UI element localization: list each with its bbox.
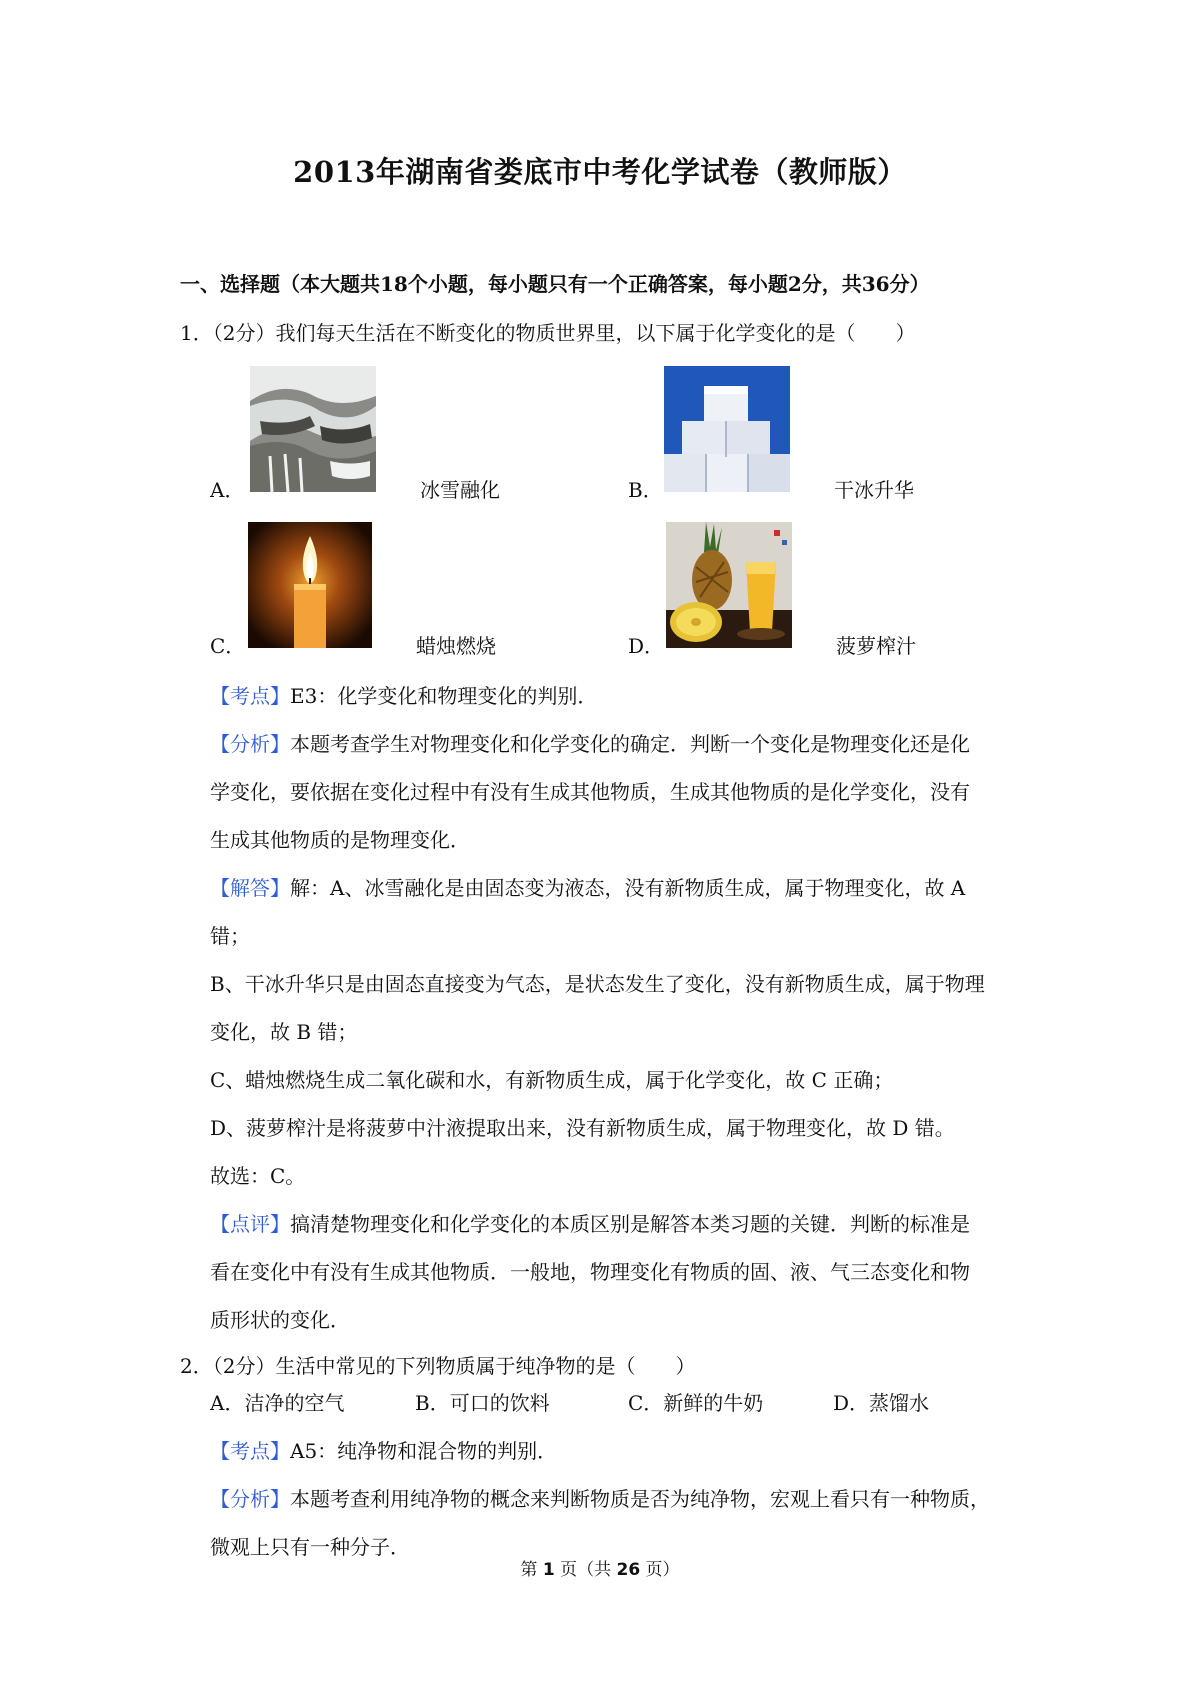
kaodian-text: E3：化学变化和物理变化的判别． bbox=[290, 684, 598, 708]
q2-option-c: C．新鲜的牛奶 bbox=[628, 1391, 764, 1415]
pineapple-juice-photo bbox=[666, 522, 792, 648]
q2-fenxi-tag: 【分析】 bbox=[210, 1487, 290, 1511]
q2-fenxi-line-1 bbox=[210, 1483, 990, 1512]
fenxi-line-2: 学变化，要依据在变化过程中有没有生成其他物质，生成其他物质的是化学变化，没有 bbox=[210, 780, 970, 804]
footer-middle: 页（共 bbox=[554, 1560, 617, 1580]
fenxi-tag: 【分析】 bbox=[210, 732, 290, 756]
option-d-text: 菠萝榨汁 bbox=[836, 634, 916, 658]
jieda-tag: 【解答】 bbox=[210, 876, 290, 900]
dry-ice-photo bbox=[664, 366, 790, 492]
q2-option-d: D．蒸馏水 bbox=[833, 1391, 930, 1415]
fenxi-line-1 bbox=[210, 728, 970, 757]
q2-fenxi-text-1: 本题考查利用纯净物的概念来判断物质是否为纯净物，宏观上看只有一种物质， bbox=[290, 1487, 990, 1511]
option-b-text: 干冰升华 bbox=[834, 478, 914, 502]
footer-total-pages: 26 bbox=[616, 1560, 641, 1580]
jieda-line-4: 变化，故 B 错； bbox=[210, 1020, 358, 1044]
kaodian-line bbox=[210, 680, 597, 709]
jieda-line-1 bbox=[210, 872, 965, 901]
question-1-stem: 1．（2分）我们每天生活在不断变化的物质世界里，以下属于化学变化的是（ ） bbox=[180, 321, 916, 345]
q2-kaodian-text: A5：纯净物和混合物的判别． bbox=[290, 1439, 558, 1463]
fenxi-text-1: 本题考查学生对物理变化和化学变化的确定．判断一个变化是物理变化还是化 bbox=[290, 732, 970, 756]
dianping-tag: 【点评】 bbox=[210, 1212, 290, 1236]
question-2-options bbox=[210, 1387, 929, 1416]
footer-page-number: 1 bbox=[542, 1560, 555, 1580]
dianping-line-1 bbox=[210, 1208, 970, 1237]
jieda-text-1: 解：A、冰雪融化是由固态变为液态，没有新物质生成，属于物理变化，故 A bbox=[290, 876, 966, 900]
q2-option-b: B．可口的饮料 bbox=[415, 1391, 550, 1415]
section-heading: 一、选择题（本大题共18个小题，每小题只有一个正确答案，每小题2分，共36分） bbox=[180, 272, 930, 296]
jieda-line-2: 错； bbox=[210, 924, 250, 948]
option-c-text: 蜡烛燃烧 bbox=[416, 634, 496, 658]
option-d-letter: D． bbox=[628, 634, 665, 658]
page-title: 2013年湖南省娄底市中考化学试卷（教师版） bbox=[293, 155, 907, 189]
dianping-line-2: 看在变化中有没有生成其他物质．一般地，物理变化有物质的固、液、气三态变化和物 bbox=[210, 1260, 970, 1284]
dianping-text-1: 搞清楚物理变化和化学变化的本质区别是解答本类习题的关键．判断的标准是 bbox=[290, 1212, 970, 1236]
footer-prefix: 第 bbox=[520, 1560, 543, 1580]
option-a-text: 冰雪融化 bbox=[420, 478, 500, 502]
q2-kaodian-line bbox=[210, 1435, 557, 1464]
jieda-line-5: C、蜡烛燃烧生成二氧化碳和水，有新物质生成，属于化学变化，故 C 正确； bbox=[210, 1068, 894, 1092]
option-b-letter: B． bbox=[628, 478, 663, 502]
footer-suffix: 页） bbox=[640, 1560, 680, 1580]
candle-photo bbox=[248, 522, 372, 648]
q2-kaodian-tag: 【考点】 bbox=[210, 1439, 290, 1463]
jieda-line-6: D、菠萝榨汁是将菠萝中汁液提取出来，没有新物质生成，属于物理变化，故 D 错。 bbox=[210, 1116, 955, 1140]
jieda-line-3: B、干冰升华只是由固态直接变为气态，是状态发生了变化，没有新物质生成，属于物理 bbox=[210, 972, 985, 996]
q2-fenxi-line-2: 微观上只有一种分子． bbox=[210, 1535, 410, 1559]
jieda-line-7: 故选：C。 bbox=[210, 1164, 306, 1188]
fenxi-line-3: 生成其他物质的是物理变化． bbox=[210, 828, 470, 852]
q2-option-a: A．洁净的空气 bbox=[210, 1391, 345, 1415]
option-c-letter: C． bbox=[210, 634, 246, 658]
page-footer bbox=[0, 1555, 1200, 1580]
question-2-stem: 2．（2分）生活中常见的下列物质属于纯净物的是（ ） bbox=[180, 1354, 696, 1378]
dianping-line-3: 质形状的变化． bbox=[210, 1308, 350, 1332]
snow-melt-photo bbox=[250, 366, 376, 492]
kaodian-tag: 【考点】 bbox=[210, 684, 290, 708]
option-a-letter: A． bbox=[210, 478, 245, 502]
